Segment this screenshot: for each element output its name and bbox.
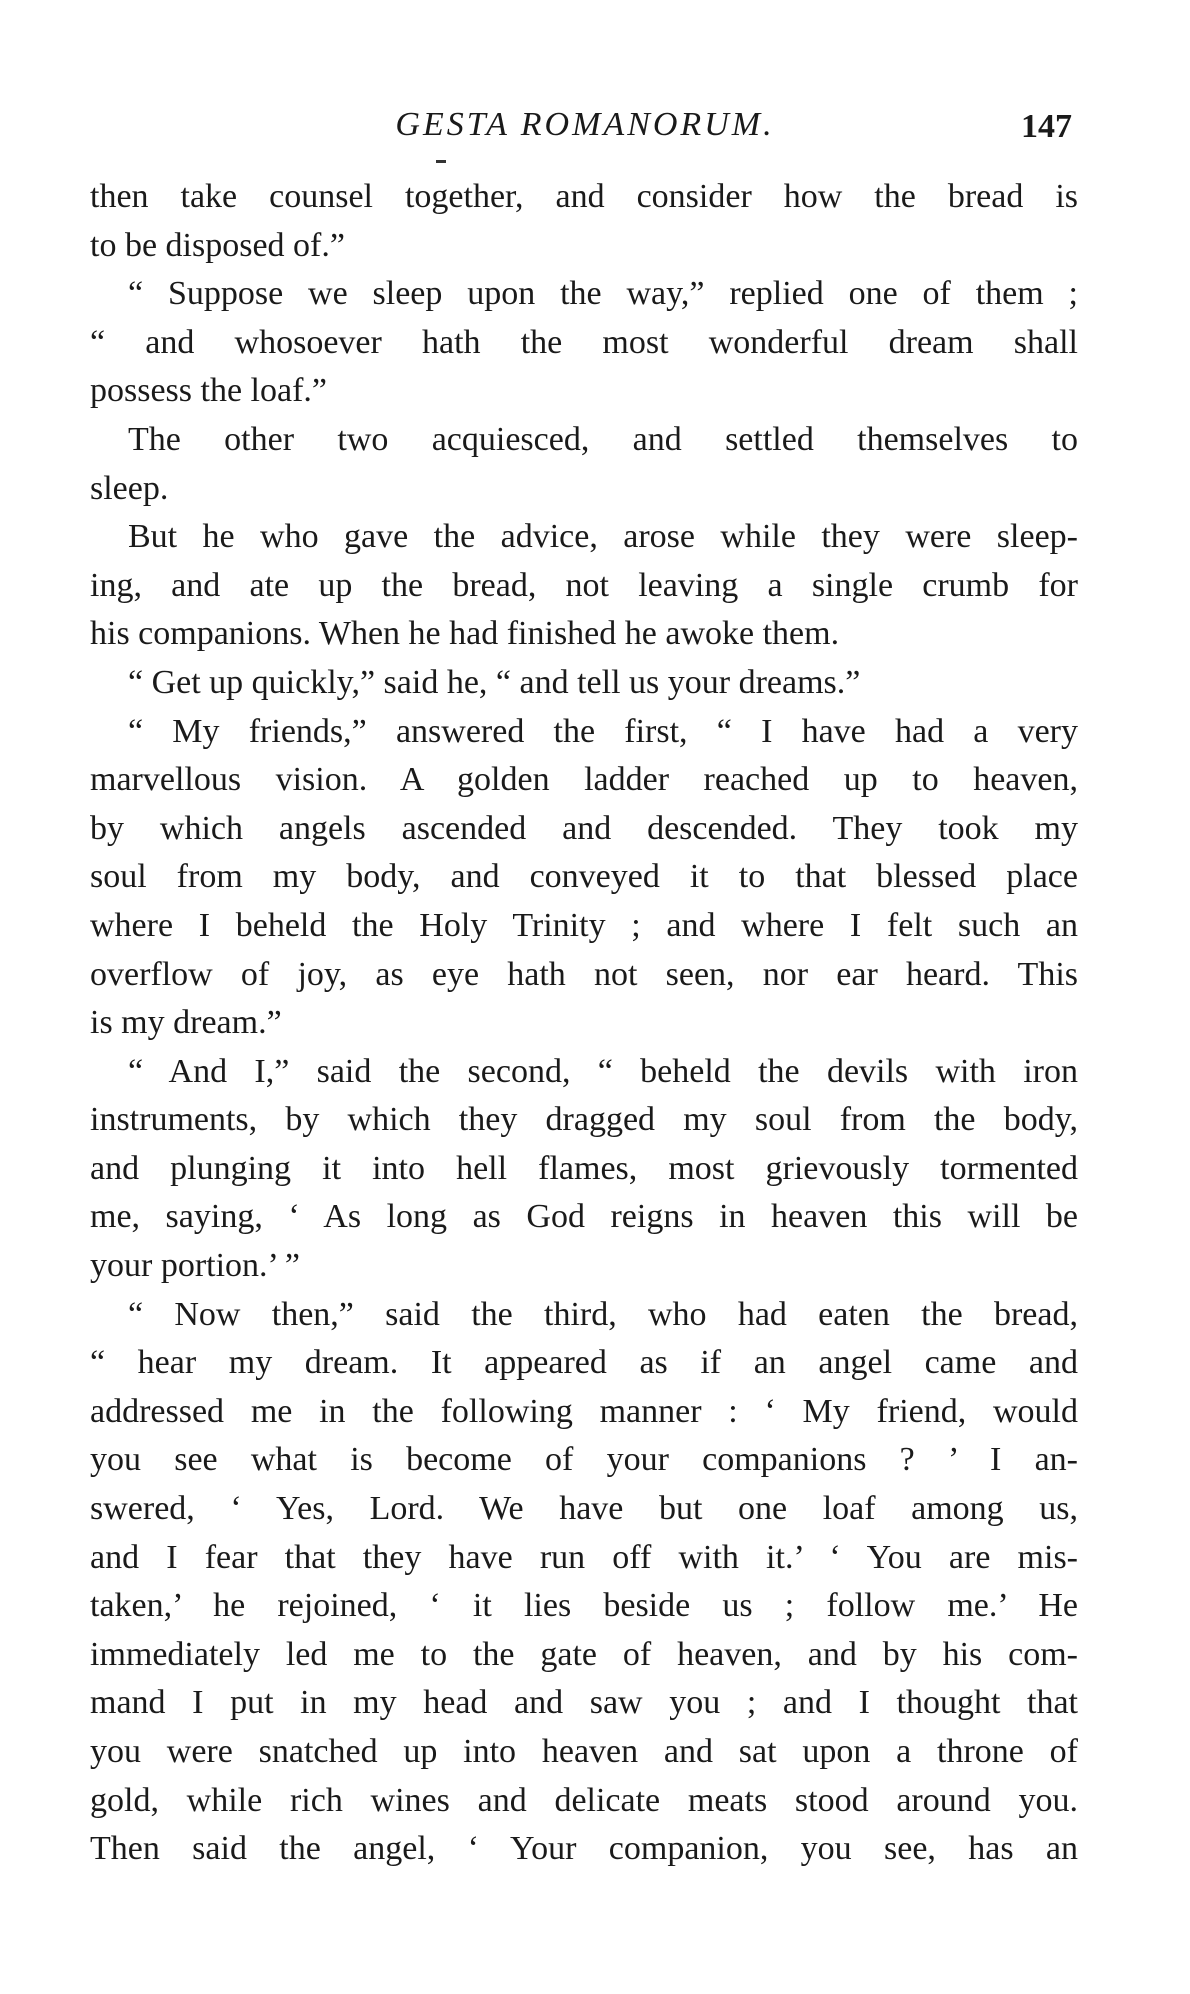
text-line: “ And I,” said the second, “ beheld the devils with iron xyxy=(128,1052,1078,1090)
text-line: possess the loaf.” xyxy=(90,372,328,410)
text-line: mand I put in my head and saw you ; and I thought that xyxy=(90,1684,1078,1722)
print-speck xyxy=(436,160,446,163)
text-line: ing, and ate up the bread, not leaving a single crumb for xyxy=(90,566,1078,604)
text-line: and plunging it into hell flames, most grievously tormented xyxy=(90,1149,1078,1187)
running-title: GESTA ROMANORUM. xyxy=(395,106,775,143)
text-line: swered, ‘ Yes, Lord. We have but one loaf among us, xyxy=(90,1490,1078,1528)
text-line: then take counsel together, and consider how the bread is xyxy=(90,178,1078,215)
text-line: marvellous vision. A golden ladder reached up to heaven, xyxy=(90,761,1078,799)
text-line: “ Get up quickly,” said he, “ and tell us your dreams.” xyxy=(128,663,861,701)
text-line: “ hear my dream. It appeared as if an angel came and xyxy=(90,1344,1078,1382)
text-line: addressed me in the following manner : ‘ My friend, would xyxy=(90,1392,1078,1430)
body-text xyxy=(90,173,1078,1874)
text-line: your portion.’ ” xyxy=(90,1247,300,1285)
text-line: immediately led me to the gate of heaven, and by his com- xyxy=(90,1635,1078,1673)
text-line: “ My friends,” answered the first, “ I have had a very xyxy=(128,712,1078,750)
text-line: his companions. When he had finished he awoke them. xyxy=(90,615,840,653)
text-line: The other two acquiesced, and settled themselves to xyxy=(128,420,1078,458)
text-line: taken,’ he rejoined, ‘ it lies beside us ; follow me.’ He xyxy=(90,1587,1078,1625)
text-line: and I fear that they have run off with it.’ ‘ You are mis- xyxy=(90,1538,1078,1576)
text-line: me, saying, ‘ As long as God reigns in heaven this will be xyxy=(90,1198,1078,1236)
text-line: is my dream.” xyxy=(90,1004,282,1042)
text-line: “ Suppose we sleep upon the way,” replied one of them ; xyxy=(128,275,1078,313)
text-line: sleep. xyxy=(90,469,169,507)
text-line: gold, while rich wines and delicate meats stood around you. xyxy=(90,1781,1078,1819)
text-line: instruments, by which they dragged my soul from the body, xyxy=(90,1101,1078,1139)
text-line: Then said the angel, ‘ Your companion, you see, has an xyxy=(90,1830,1078,1868)
text-line: But he who gave the advice, arose while they were sleep- xyxy=(128,518,1078,556)
page-number: 147 xyxy=(1021,108,1072,145)
text-line: “ and whosoever hath the most wonderful dream shall xyxy=(90,323,1078,361)
text-line: you were snatched up into heaven and sat upon a throne of xyxy=(90,1733,1078,1770)
text-line: soul from my body, and conveyed it to that blessed place xyxy=(90,858,1078,896)
text-line: to be disposed of.” xyxy=(90,226,345,264)
text-line: overflow of joy, as eye hath not seen, nor ear heard. This xyxy=(90,955,1078,993)
text-line: you see what is become of your companions ? ’ I an- xyxy=(90,1441,1078,1479)
text-line: “ Now then,” said the third, who had eaten the bread, xyxy=(128,1295,1078,1333)
text-line: where I beheld the Holy Trinity ; and where I felt such an xyxy=(90,906,1078,944)
text-line: by which angels ascended and descended. They took my xyxy=(90,809,1078,847)
page-header xyxy=(90,100,1080,150)
